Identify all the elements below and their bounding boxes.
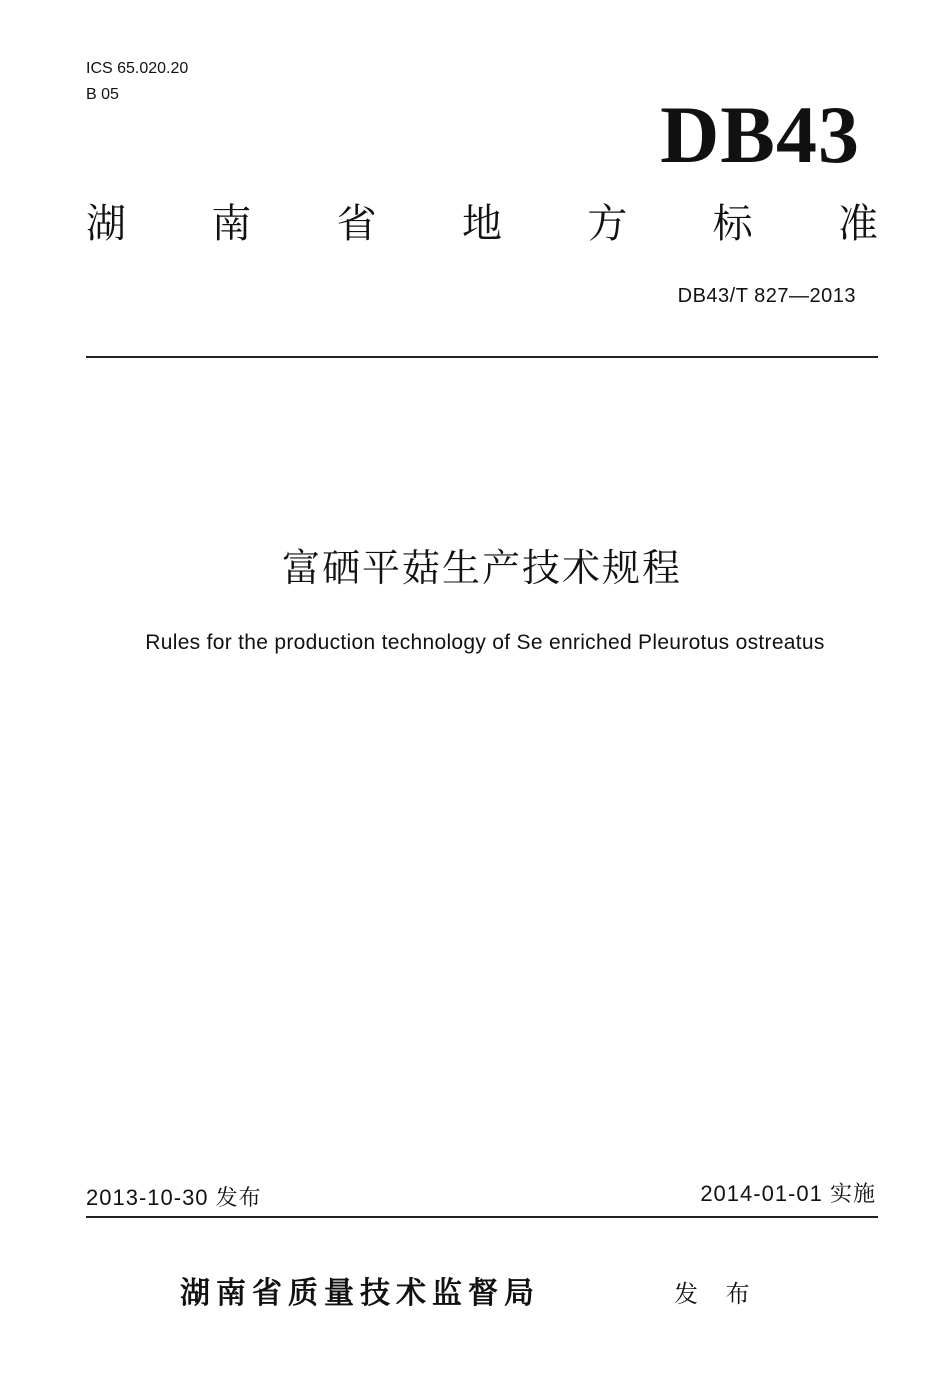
standard-code: DB43 (660, 89, 860, 180)
standard-type-char: 南 (211, 201, 252, 247)
standard-type-char: 湖 (86, 201, 126, 247)
implementation-date-value: 2014-01-01 (700, 1181, 823, 1206)
publisher-name: 湖南省质量技术监督局 (180, 1276, 540, 1311)
standard-number: DB43/T 827—2013 (677, 285, 856, 307)
publish-label: 发 布 (674, 1280, 760, 1308)
top-divider (86, 356, 878, 358)
implementation-label: 实施 (829, 1182, 876, 1207)
title-chinese: 富硒平菇生产技术规程 (281, 546, 682, 590)
title-english: Rules for the production technology of Se enriched Pleurotus ostreatus (145, 631, 825, 654)
standard-type-char: 准 (837, 201, 878, 247)
bottom-divider (86, 1216, 878, 1218)
issue-label: 发布 (215, 1186, 262, 1211)
standard-type (86, 196, 878, 252)
ccs-code: B 05 (86, 86, 119, 103)
issue-date (86, 1184, 262, 1213)
implementation-date (560, 1180, 876, 1209)
standard-type-char: 方 (587, 201, 628, 247)
ics-code: ICS 65.020.20 (86, 60, 189, 77)
issue-date-value: 2013-10-30 (86, 1185, 209, 1210)
standard-type-char: 地 (461, 201, 502, 247)
standard-type-char: 省 (336, 201, 377, 247)
standard-type-char: 标 (712, 201, 753, 247)
